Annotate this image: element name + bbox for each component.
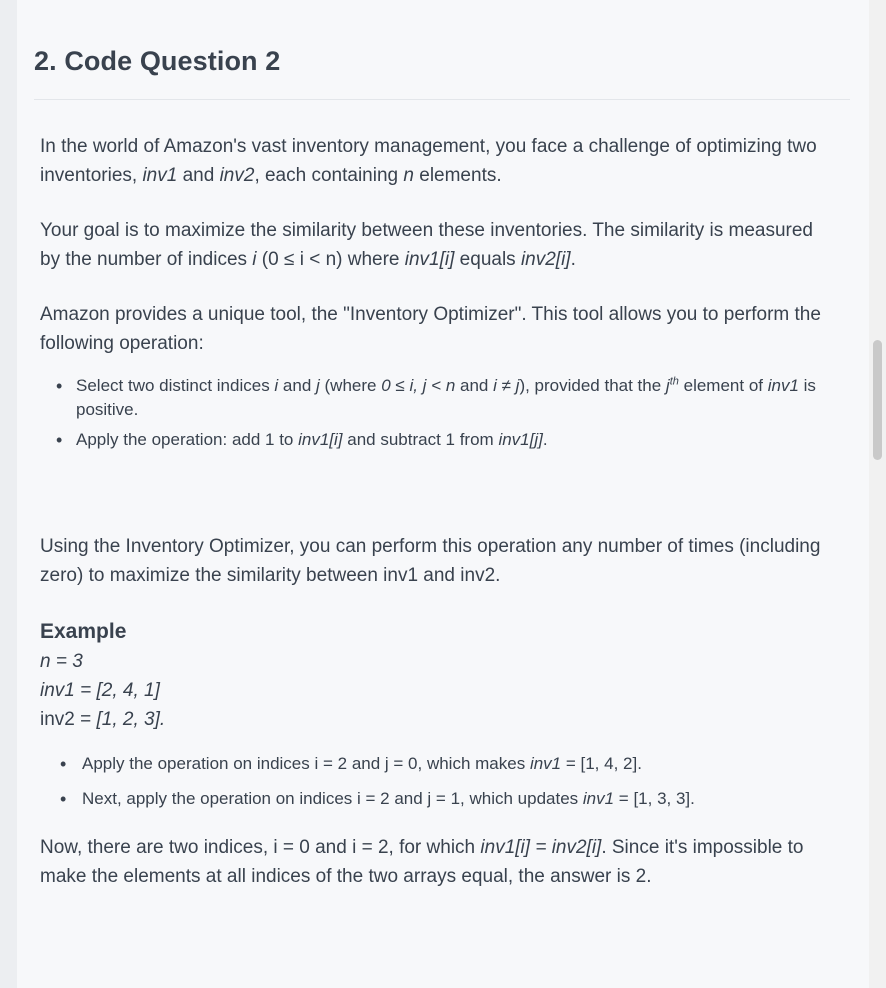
list-item: • Next, apply the operation on indices i = 2 and j = 1, which updates inv1 = [1, 3, 3]. xyxy=(40,787,830,811)
scrollbar-thumb[interactable] xyxy=(873,340,882,460)
list-item: • Select two distinct indices i and j (where 0 ≤ i, j < n and i ≠ j), provided that the $j^{th}$ element of inv1 is positive. xyxy=(40,374,830,422)
example-inv1: inv1 = [2, 4, 1] xyxy=(40,680,160,701)
list-item: • Apply the operation on indices i = 2 and j = 0, which makes inv1 = [1, 4, 2]. xyxy=(40,752,830,776)
goal-paragraph: Your goal is to maximize the similarity between these inventories. The similarity is measured by the number of indices i (0 ≤ i < n) where inv1[i] equals inv2[i]. xyxy=(40,220,813,270)
tool-paragraph: Amazon provides a unique tool, the "Inventory Optimizer". This tool allows you to perform the following operation: xyxy=(40,304,821,354)
example-heading: Example xyxy=(40,620,127,643)
intro-paragraph: In the world of Amazon's vast inventory management, you face a challenge of optimizing two inventories, inv1 and inv2, each containing n elements. xyxy=(40,136,817,186)
title-divider xyxy=(34,99,850,100)
example-n: n = 3 xyxy=(40,651,83,672)
left-gutter xyxy=(0,0,17,988)
example-steps xyxy=(40,752,830,811)
question-title: 2. Code Question 2 xyxy=(34,46,281,76)
operation-list xyxy=(40,374,830,452)
list-item: • Apply the operation: add 1 to inv1[i] and subtract 1 from inv1[j]. xyxy=(40,428,830,452)
usage-paragraph: Using the Inventory Optimizer, you can perform this operation any number of times (including zero) to maximize the similarity between inv1 and inv2. xyxy=(40,536,821,586)
conclusion-paragraph: Now, there are two indices, i = 0 and i = 2, for which inv1[i] = inv2[i]. Since it's impossible to make the elements at all indices of the two arrays equal, the answer is 2. xyxy=(40,837,804,887)
scrollbar[interactable] xyxy=(869,0,886,988)
question-content xyxy=(34,0,830,891)
example-inv2: inv2 = [1, 2, 3]. xyxy=(40,709,166,730)
